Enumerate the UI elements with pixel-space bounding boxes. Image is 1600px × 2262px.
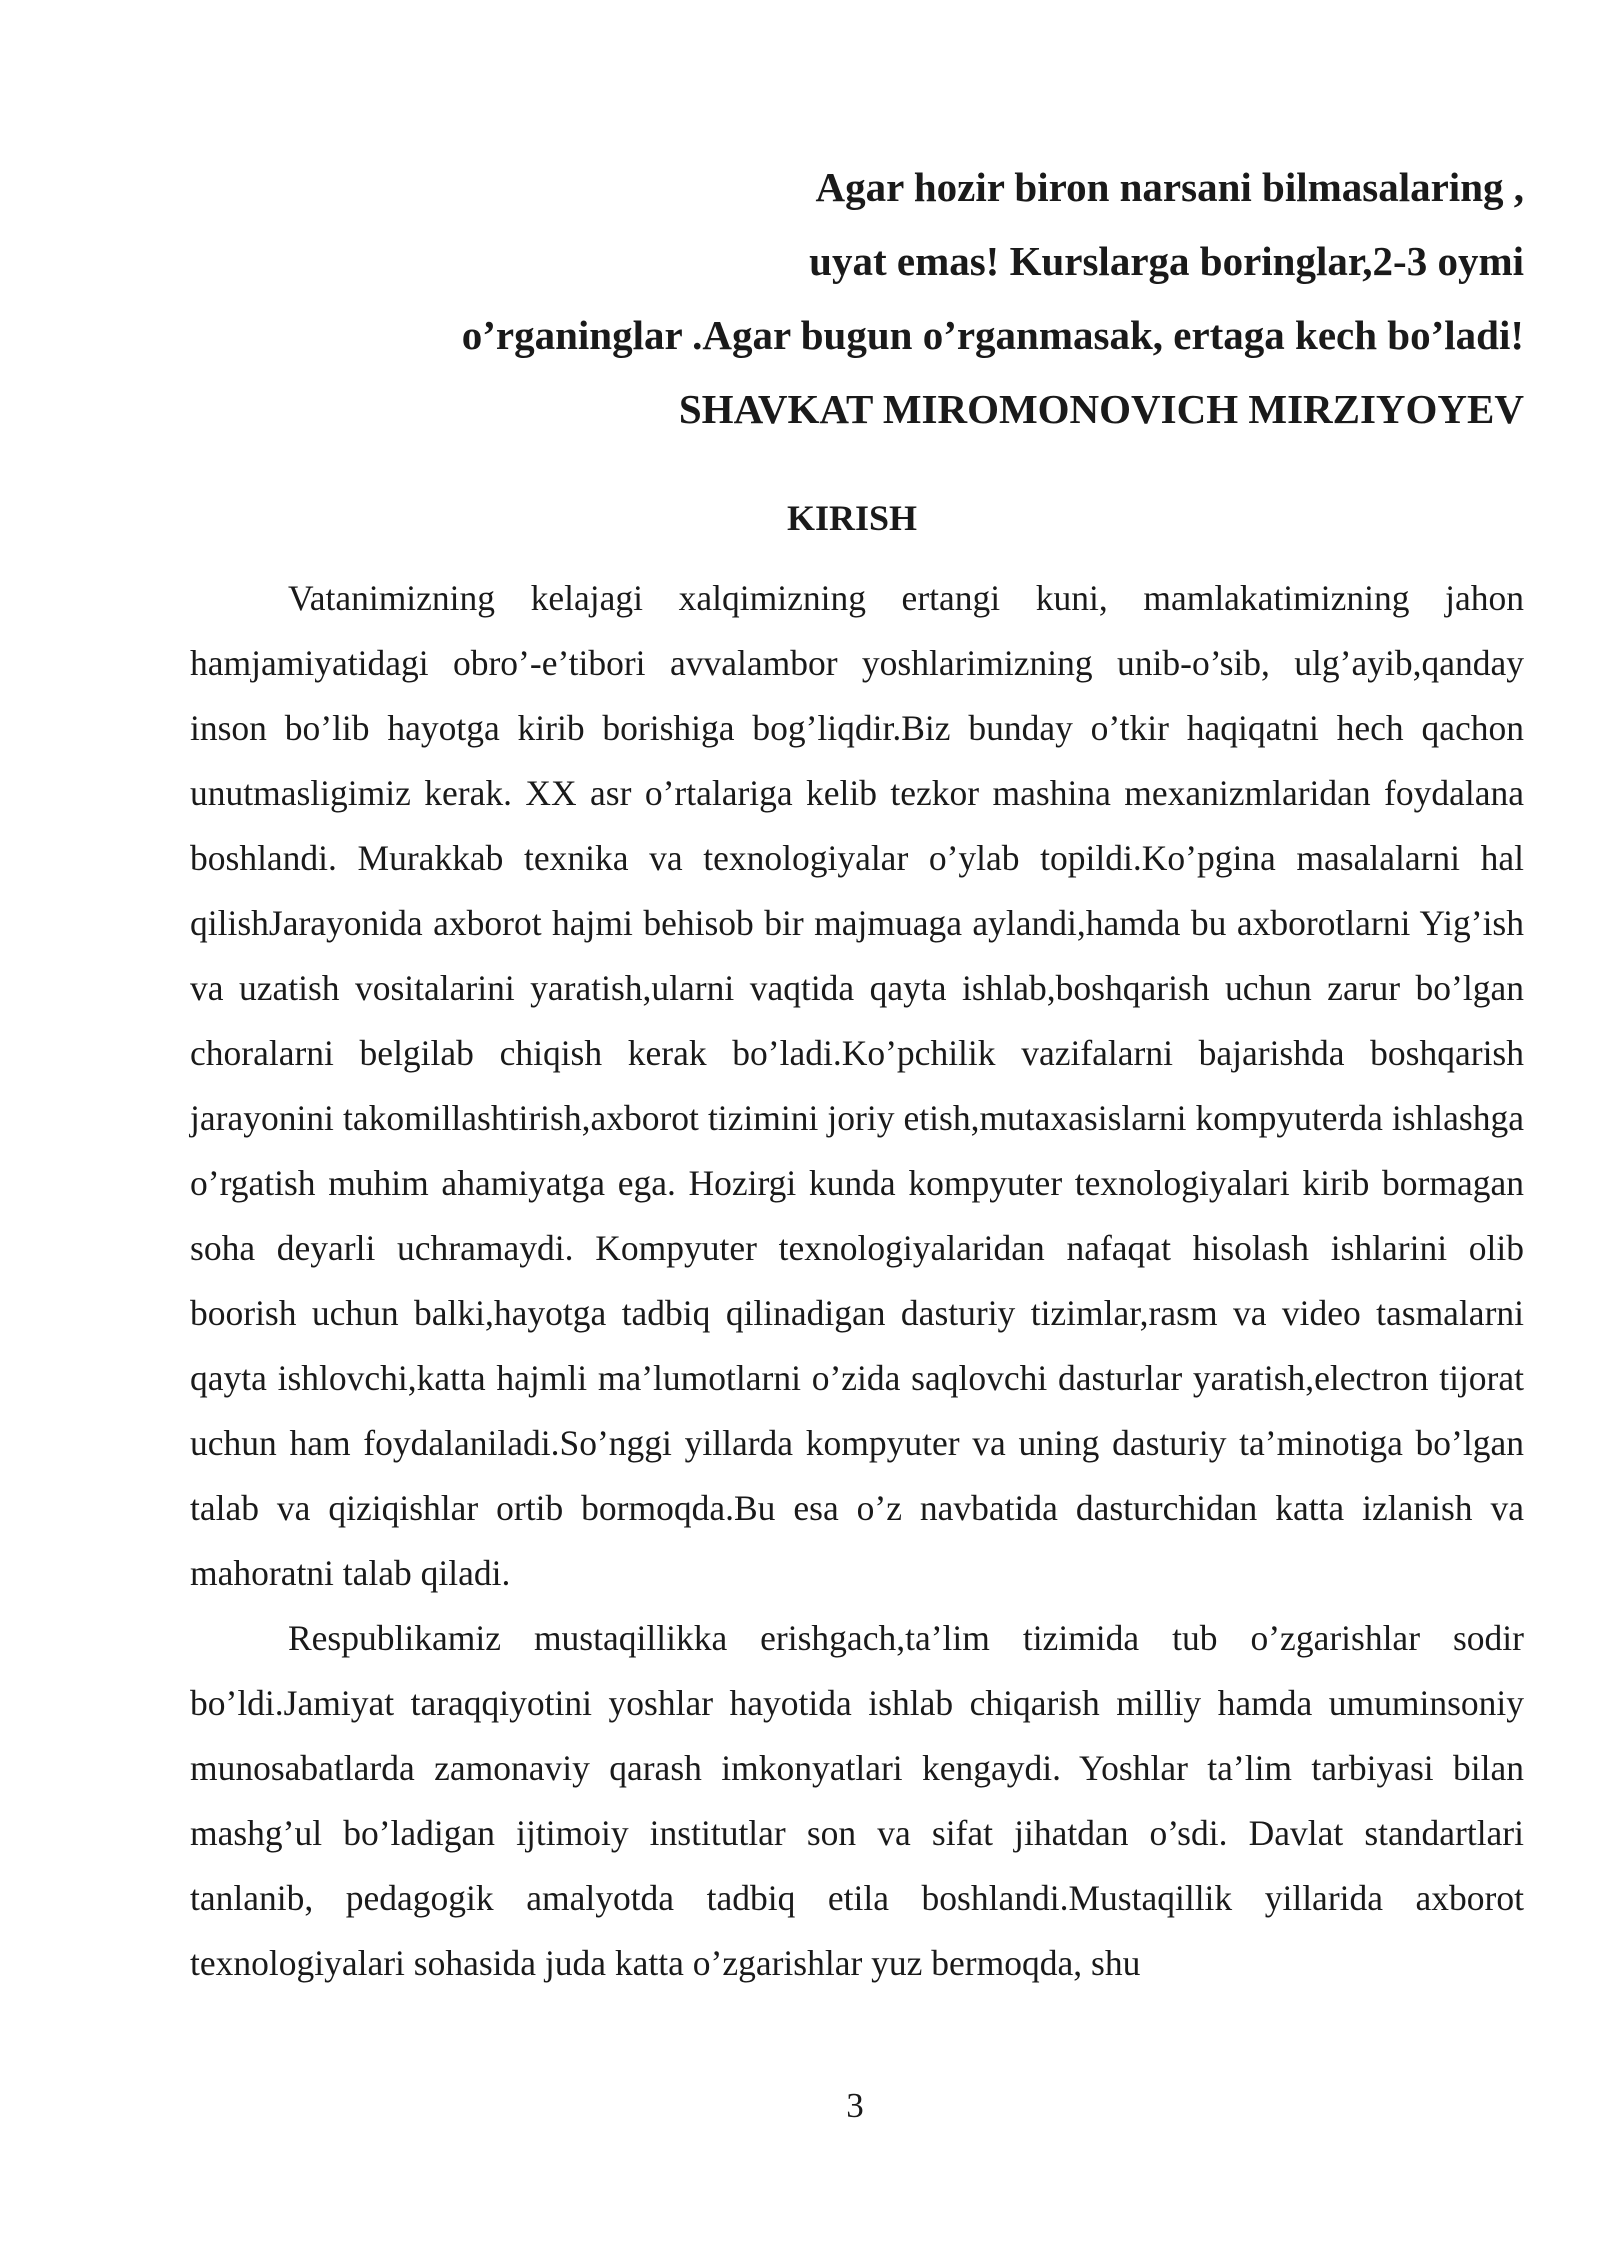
epigraph-author: SHAVKAT MIROMONOVICH MIRZIYOYEV [678, 386, 1524, 432]
epigraph [424, 150, 1524, 446]
paragraph: Respublikamiz mustaqillikka erishgach,ta’lim tizimida tub o’zgarishlar sodir bo’ldi.Jamiyat taraqqiyotini yoshlar hayotida ishlab chiqarish milliy hamda umuminsoniy munosabatlarda zamonaviy qarash imkonyatlari kengaydi. Yoshlar ta’lim tarbiyasi bilan mashg’ul bo’ladigan ijtimoiy institutlar son va sifat jihatdan o’sdi. Davlat standartlari tanlanib, pedagogik amalyotda tadbiq etila boshlandi.Mustaqillik yillarida axborot texnologiyalari sohasida juda katta o’zgarishlar yuz bermoqda, shu [190, 1618, 1524, 1983]
epigraph-line: Agar hozir biron narsani bilmasalaring , [815, 164, 1524, 210]
page-number: 3 [846, 2086, 864, 2125]
epigraph-line: o’rganinglar .Agar bugun o’rganmasak, ertaga kech bo’ladi! [461, 312, 1524, 358]
section-title: KIRISH [786, 498, 918, 538]
epigraph-line: uyat emas! Kurslarga boringlar,2-3 oymi [809, 238, 1524, 284]
paragraph: Vatanimizning kelajagi xalqimizning ertangi kuni, mamlakatimizning jahon hamjamiyatidagi obro’-e’tibori avvalambor yoshlarimizning unib-o’sib, ulg’ayib,qanday inson bo’lib hayotga kirib borishiga bog’liqdir.Biz bunday o’tkir haqiqatni hech qachon unutmasligimiz kerak. XX asr o’rtalariga kelib tezkor mashina mexanizmlaridan foydalana boshlandi. Murakkab texnika va texnologiyalar o’ylab topildi.Ko’pgina masalalarni hal qilishJarayonida axborot hajmi behisob bir majmuaga aylandi,hamda bu axborotlarni Yig’ish va uzatish vositalarini yaratish,ularni vaqtida qayta ishlab,boshqarish uchun zarur bo’lgan choralarni belgilab chiqish kerak bo’ladi.Ko’pchilik vazifalarni bajarishda boshqarish jarayonini takomillashtirish,axborot tizimini joriy etish,mutaxasislarni kompyuterda ishlashga o’rgatish muhim ahamiyatga ega. Hozirgi kunda kompyuter texnologiyalari kirib bormagan soha deyarli uchramaydi. Kompyuter texnologiyalaridan nafaqat hisolash ishlarini olib boorish uchun balki,hayotga tadbiq qilinadigan dasturiy tizimlar,rasm va video tasmalarni qayta ishlovchi,katta hajmli ma’lumotlarni o’zida saqlovchi dasturlar yaratish,electron tijorat uchun ham foydalaniladi.So’nggi yillarda kompyuter va uning dasturiy ta’minotiga bo’lgan talab va qiziqishlar ortib bormoqda.Bu esa o’z navbatida dasturchidan katta izlanish va mahoratni talab qiladi. [190, 578, 1524, 1593]
body-text [190, 566, 1524, 1996]
